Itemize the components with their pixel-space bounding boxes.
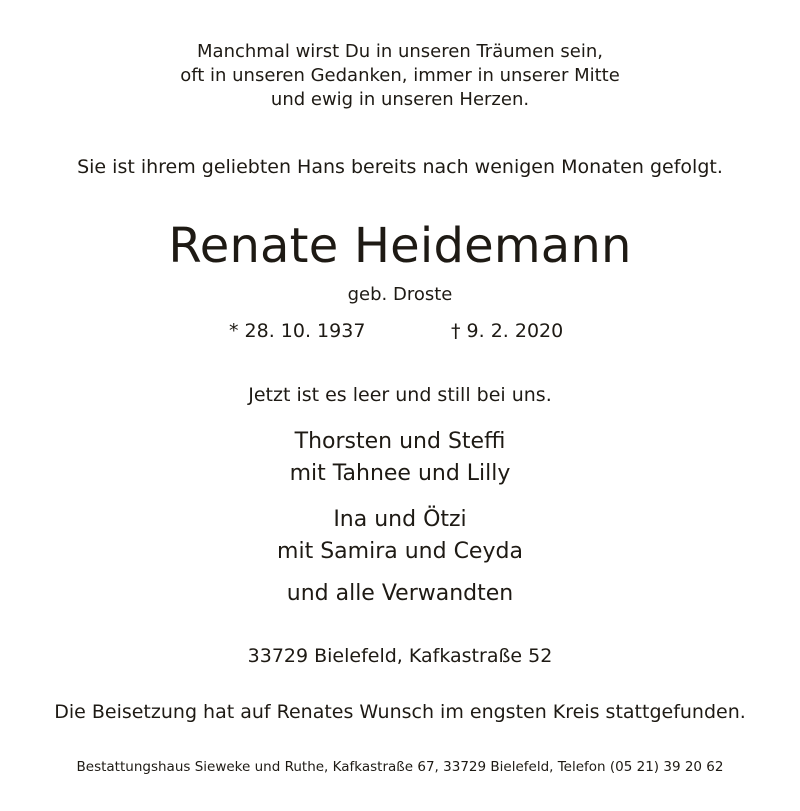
mourner-relatives: und alle Verwandten [286,581,514,606]
mourner-group-2-line-2: mit Samira und Ceyda [277,539,523,564]
mourner-group-1-line-2: mit Tahnee und Lilly [289,461,511,486]
intro-text: Sie ist ihrem geliebten Hans bereits nach wenigen Monaten gefolgt. [77,156,723,178]
poem-line-3: und ewig in unseren Herzen. [270,89,530,110]
burial-notice: Die Beisetzung hat auf Renates Wunsch im engsten Kreis stattgefunden. [54,701,746,723]
poem-line-2: oft in unseren Gedanken, immer in unserer Mitte [180,65,620,86]
closing-line: Jetzt ist es leer und still bei uns. [248,384,552,406]
birth-name: geb. Droste [347,284,453,305]
death-date: † 9. 2. 2020 [451,320,564,342]
deceased-name: Renate Heidemann [168,218,632,274]
family-address: 33729 Bielefeld, Kafkastraße 52 [247,645,553,667]
poem-line-1: Manchmal wirst Du in unseren Träumen sein, [197,41,603,62]
mourner-group-2-line-1: Ina und Ötzi [333,507,467,532]
funeral-home-info: Bestattungshaus Sieweke und Ruthe, Kafkastraße 67, 33729 Bielefeld, Telefon (05 21) 39 20 62 [76,759,724,775]
birth-date: * 28. 10. 1937 [229,320,366,342]
mourner-group-1-line-1: Thorsten und Steffi [294,429,506,454]
